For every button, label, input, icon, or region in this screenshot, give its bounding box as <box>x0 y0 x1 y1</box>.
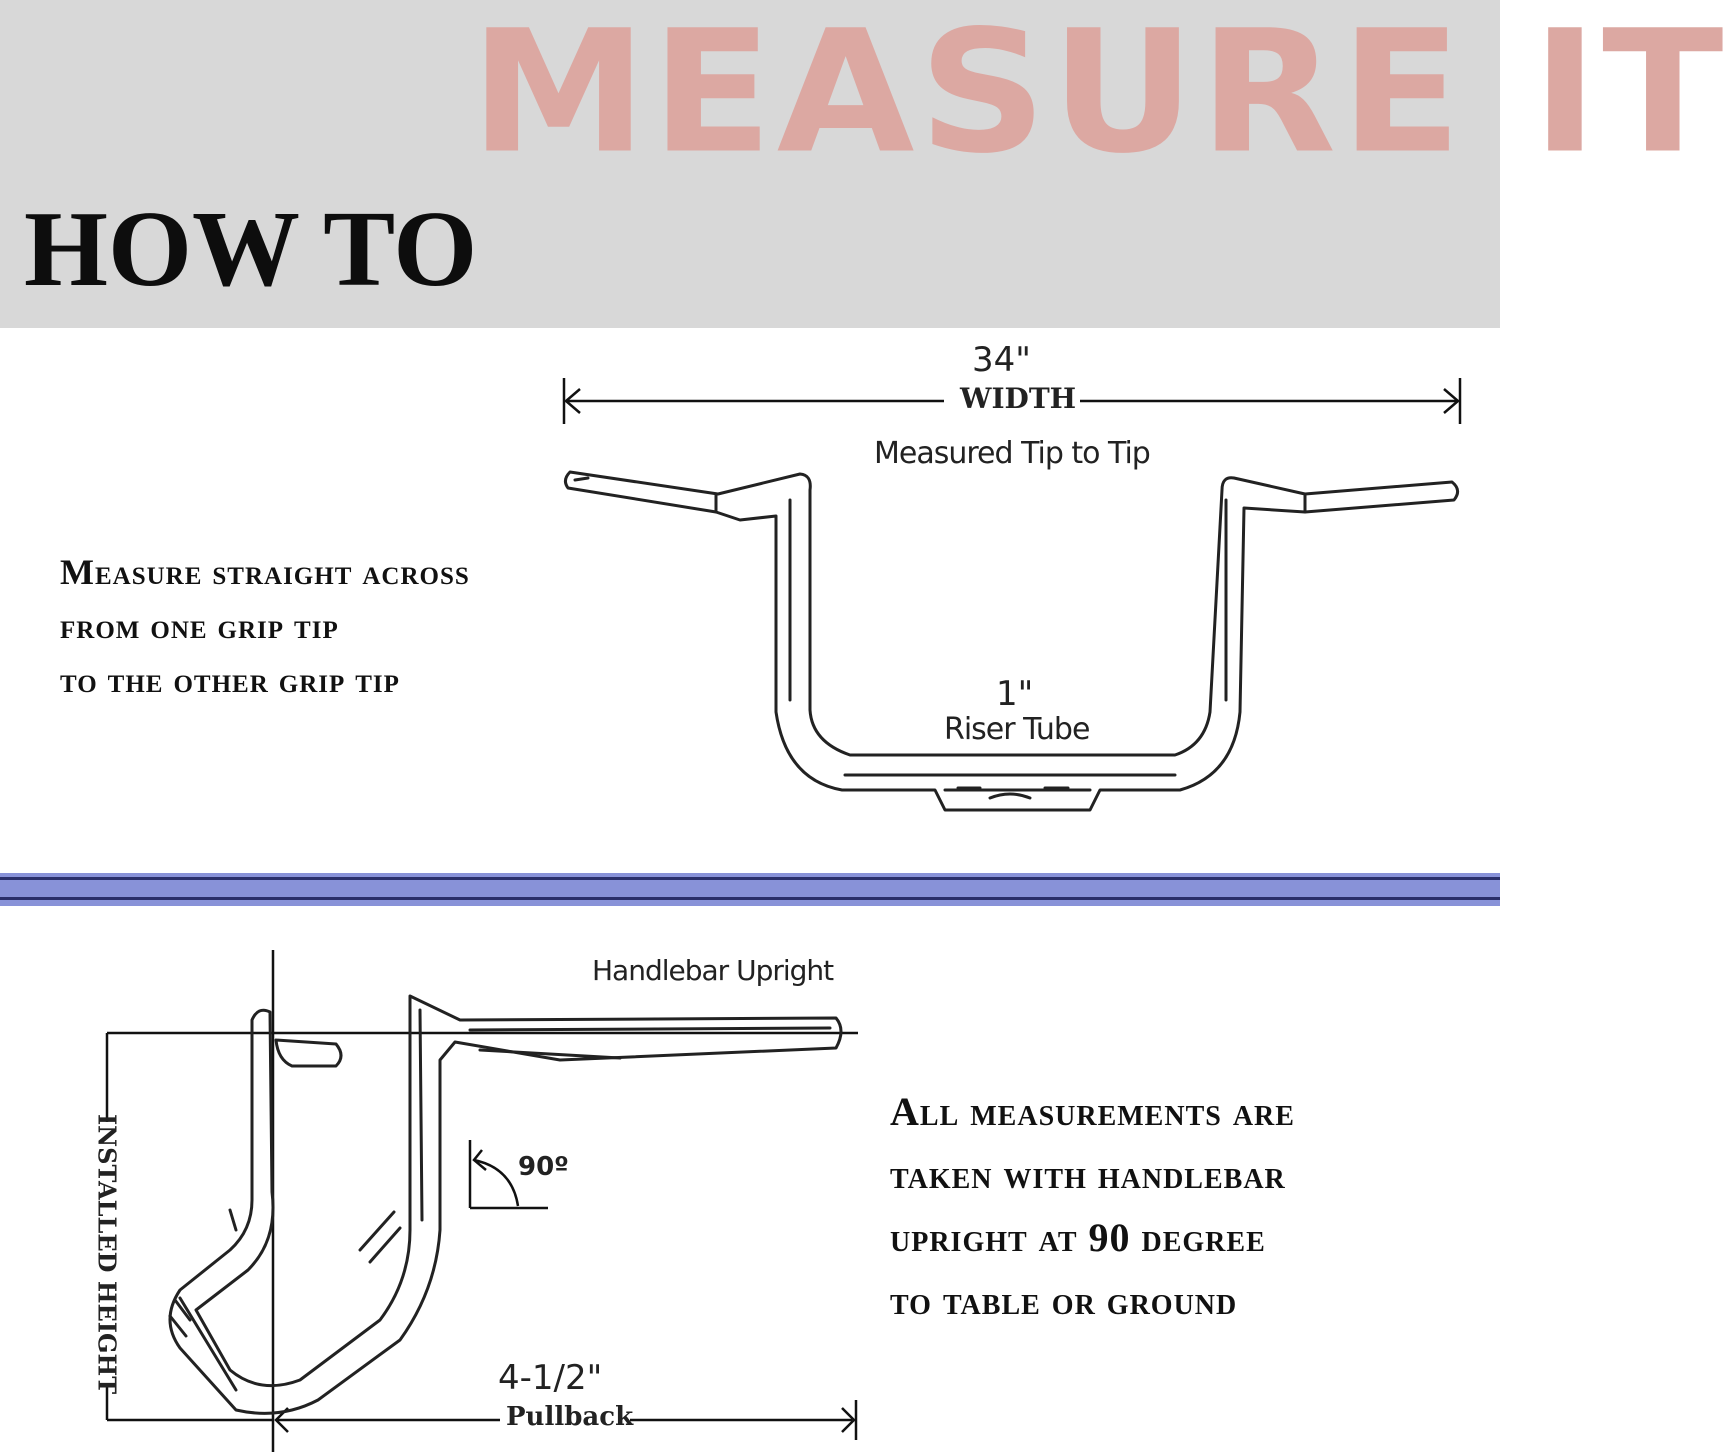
angle-label: 90º <box>518 1152 569 1182</box>
height-instructions <box>890 1080 1295 1332</box>
riser-value: 1" <box>996 674 1034 714</box>
page-subtitle: HOW TO <box>24 190 478 309</box>
height-instruction-line: to table or ground <box>890 1278 1238 1323</box>
height-instruction-line: upright at 90 degree <box>890 1215 1266 1260</box>
width-instruction-line: Measure straight across <box>60 552 470 592</box>
height-instruction-line: taken with handlebar <box>890 1152 1286 1197</box>
ape-hanger-handlebar-front <box>565 472 1457 810</box>
width-note: Measured Tip to Tip <box>874 436 1150 471</box>
pullback-value: 4-1/2" <box>498 1358 603 1398</box>
ape-hanger-handlebar-side <box>170 996 841 1413</box>
width-value: 34" <box>972 340 1031 380</box>
width-instruction-line: from one grip tip <box>60 606 339 646</box>
height-reference-lines <box>107 950 858 1452</box>
height-instruction-line: All measurements are <box>890 1089 1295 1134</box>
page-title: MEASURE IT <box>470 0 1728 191</box>
pullback-label: Pullback <box>506 1402 634 1432</box>
width-label: WIDTH <box>960 382 1077 415</box>
width-instruction-line: to the other grip tip <box>60 660 400 700</box>
width-instructions <box>60 545 470 707</box>
upright-label: Handlebar Upright <box>592 954 834 987</box>
installed-height-label: INSTALLED HEIGHT <box>92 1113 122 1395</box>
riser-label: Riser Tube <box>944 712 1090 747</box>
